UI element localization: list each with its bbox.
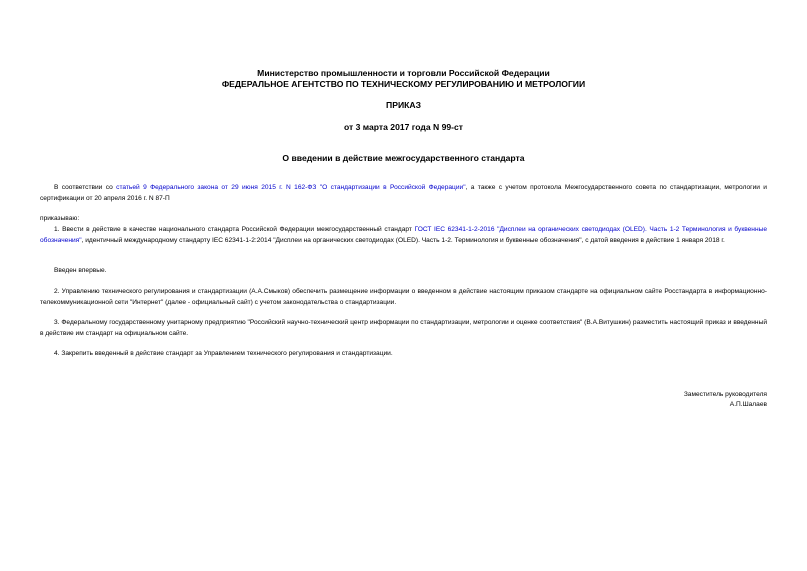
item-4-paragraph: 4. Закрепить введенный в действие стандарт за Управлением технического регулирования и стандартизации.: [54, 350, 393, 357]
signatory-position: Заместитель руководителя: [683, 391, 767, 398]
intro-note: Введен впервые.: [54, 267, 107, 274]
preamble-paragraph: [40, 183, 767, 204]
signatory-name: А.П.Шалаев: [729, 401, 767, 408]
item-2-paragraph: 2. Управлению технического регулирования и стандартизации (А.А.Смыков) обеспечить размещение информации о введенном в действие настоящим приказом стандарте на официальном сайте Росстандарта в информационно-телекоммуникационной сети "Интернет" (далее - официальный сайт) с учетом законодательства о стандартизации.: [40, 288, 767, 306]
order-subject: О введении в действие межгосударственного стандарта: [282, 153, 525, 163]
agency-heading: ФЕДЕРАЛЬНОЕ АГЕНТСТВО ПО ТЕХНИЧЕСКОМУ РЕГУЛИРОВАНИЮ И МЕТРОЛОГИИ: [221, 79, 586, 89]
date-number: от 3 марта 2017 года N 99-ст: [343, 122, 464, 132]
item-1-text-start: 1. Ввести в действие в качестве национального стандарта Российской Федерации межгосударственный стандарт: [54, 226, 415, 233]
preamble-text-end: , а также с учетом протокола Межгосударственного совета по стандартизации, метрологии и сертификации от 20 апреля 2016 г. N 87-П: [40, 184, 767, 202]
item-3-paragraph: 3. Федеральному государственному унитарному предприятию "Российский научно-технический центр информации по стандартизации, метрологии и оценке соответствия" (В.А.Витушкин) разместить настоящий приказ и введенный в действие им стандарт на официальном сайте.: [40, 319, 767, 337]
document-type-title: ПРИКАЗ: [386, 100, 421, 110]
gost-standard-link[interactable]: ГОСТ IEC 62341-1-2-2016 "Дисплеи на органических светодиодах (OLED). Часть 1-2 Терминология и буквенные обозначения": [40, 226, 767, 244]
preamble-text-start: В соответствии со: [54, 184, 117, 191]
order-word: приказываю:: [40, 215, 80, 222]
federal-law-link[interactable]: статьей 9 Федерального закона от 29 июня 2015 г. N 162-ФЗ "О стандартизации в Российской Федерации": [116, 184, 466, 191]
ministry-heading: Министерство промышленности и торговли Российской Федерации: [257, 68, 550, 78]
item-1-paragraph: [40, 225, 767, 246]
item-1-text-end: , идентичный международному стандарту IEC 62341-1-2:2014 "Дисплеи на органических светодиодах (OLED). Часть 1-2. Терминология и буквенные обозначения", с датой введения в действие 1 января 2018 г.: [81, 236, 725, 244]
